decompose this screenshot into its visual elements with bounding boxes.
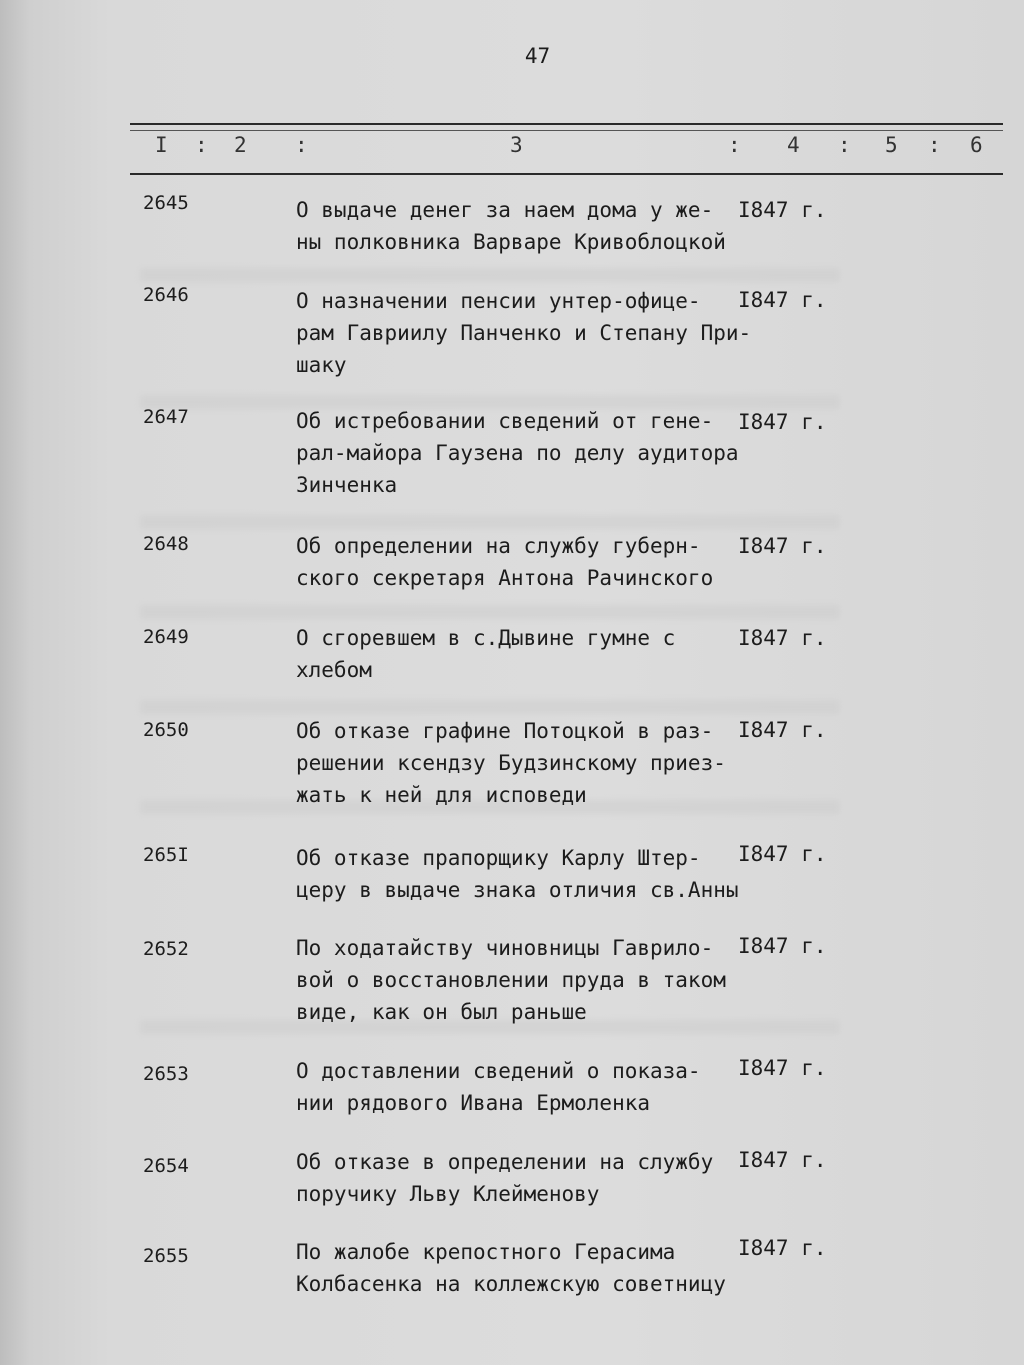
entry-date: I847 г.	[738, 534, 827, 558]
column-separator: :	[195, 133, 208, 157]
entry-title-line: ны полковника Варваре Кривоблоцкой	[296, 230, 726, 254]
entry-date: I847 г.	[738, 718, 827, 742]
entry-date: I847 г.	[738, 1056, 827, 1080]
entry-number: 2649	[143, 626, 189, 648]
entry-date: I847 г.	[738, 934, 827, 958]
entry-title	[296, 932, 766, 1028]
entry-date: I847 г.	[738, 198, 827, 222]
entry-title	[296, 1055, 766, 1119]
page-number: 47	[524, 44, 551, 68]
entry-title-line: Колбасенка на коллежскую советницу	[296, 1272, 726, 1296]
entry-title-line: вой о восстановлении пруда в таком	[296, 968, 726, 992]
column-heading-5: 5	[885, 133, 898, 157]
entry-title	[296, 285, 766, 381]
entry-title-line: поручику Льву Клейменову	[296, 1182, 600, 1206]
column-heading-2: 2	[234, 133, 247, 157]
entry-date: I847 г.	[738, 410, 827, 434]
entry-number: 2650	[143, 719, 189, 741]
entry-number: 2653	[143, 1063, 189, 1085]
entry-number: 2655	[143, 1245, 189, 1267]
entry-title-line: рал-майора Гаузена по делу аудитора	[296, 441, 739, 465]
entry-title-line: решении ксендзу Будзинскому приез-	[296, 751, 726, 775]
column-heading-6: 6	[970, 133, 983, 157]
entry-title-line: рам Гавриилу Панченко и Степану При-	[296, 321, 752, 345]
entry-title-line: церу в выдаче знака отличия св.Анны	[296, 878, 739, 902]
entry-title	[296, 405, 766, 501]
entry-number: 2647	[143, 406, 189, 428]
entry-number: 2646	[143, 284, 189, 306]
column-separator: :	[295, 133, 308, 157]
column-heading-3: 3	[510, 133, 523, 157]
entry-title	[296, 530, 766, 594]
entry-title	[296, 194, 766, 258]
entry-title	[296, 1236, 766, 1300]
entry-number: 2652	[143, 938, 189, 960]
entry-date: I847 г.	[738, 1148, 827, 1172]
column-separator: :	[838, 133, 851, 157]
entry-title-line: Зинченка	[296, 473, 398, 497]
entry-date: I847 г.	[738, 288, 827, 312]
entry-title-line: хлебом	[296, 658, 372, 682]
entry-title-line: шаку	[296, 353, 347, 377]
entry-title-line: Об определении на службу губерн-	[296, 534, 701, 558]
entry-title-line: О доставлении сведений о показа-	[296, 1059, 701, 1083]
entry-number: 2645	[143, 192, 189, 214]
entry-number: 2654	[143, 1155, 189, 1177]
header-rule-bottom	[130, 173, 1003, 175]
entry-title	[296, 715, 766, 811]
entry-title-line: О выдаче денег за наем дома у же-	[296, 198, 714, 222]
entry-title	[296, 842, 766, 906]
entry-title-line: По жалобе крепостного Герасима	[296, 1240, 676, 1264]
entry-title-line: О назначении пенсии унтер-офице-	[296, 289, 701, 313]
entry-title-line: О сгоревшем в с.Дывине гумне с	[296, 626, 676, 650]
entry-title-line: виде, как он был раньше	[296, 1000, 587, 1024]
column-heading-1: I	[155, 133, 168, 157]
entry-title	[296, 622, 766, 686]
entry-number: 2648	[143, 533, 189, 555]
entry-title-line: жать к ней для исповеди	[296, 783, 587, 807]
entry-number: 265I	[143, 844, 189, 866]
entry-title-line: Об отказе в определении на службу	[296, 1150, 714, 1174]
entry-title-line: По ходатайству чиновницы Гаврило-	[296, 936, 714, 960]
entry-title-line: Об отказе прапорщику Карлу Штер-	[296, 846, 701, 870]
entry-title-line: нии рядового Ивана Ермоленка	[296, 1091, 651, 1115]
header-rule-top	[130, 123, 1003, 125]
entry-date: I847 г.	[738, 626, 827, 650]
entry-title-line: Об отказе графине Потоцкой в раз-	[296, 719, 714, 743]
entry-title-line: ского секретаря Антона Рачинского	[296, 566, 714, 590]
entry-title-line: Об истребовании сведений от гене-	[296, 409, 714, 433]
entry-date: I847 г.	[738, 1236, 827, 1260]
entry-title	[296, 1146, 766, 1210]
header-rule-top-inner	[130, 130, 1003, 131]
column-separator: :	[728, 133, 741, 157]
column-separator: :	[928, 133, 941, 157]
entry-date: I847 г.	[738, 842, 827, 866]
column-heading-4: 4	[787, 133, 800, 157]
